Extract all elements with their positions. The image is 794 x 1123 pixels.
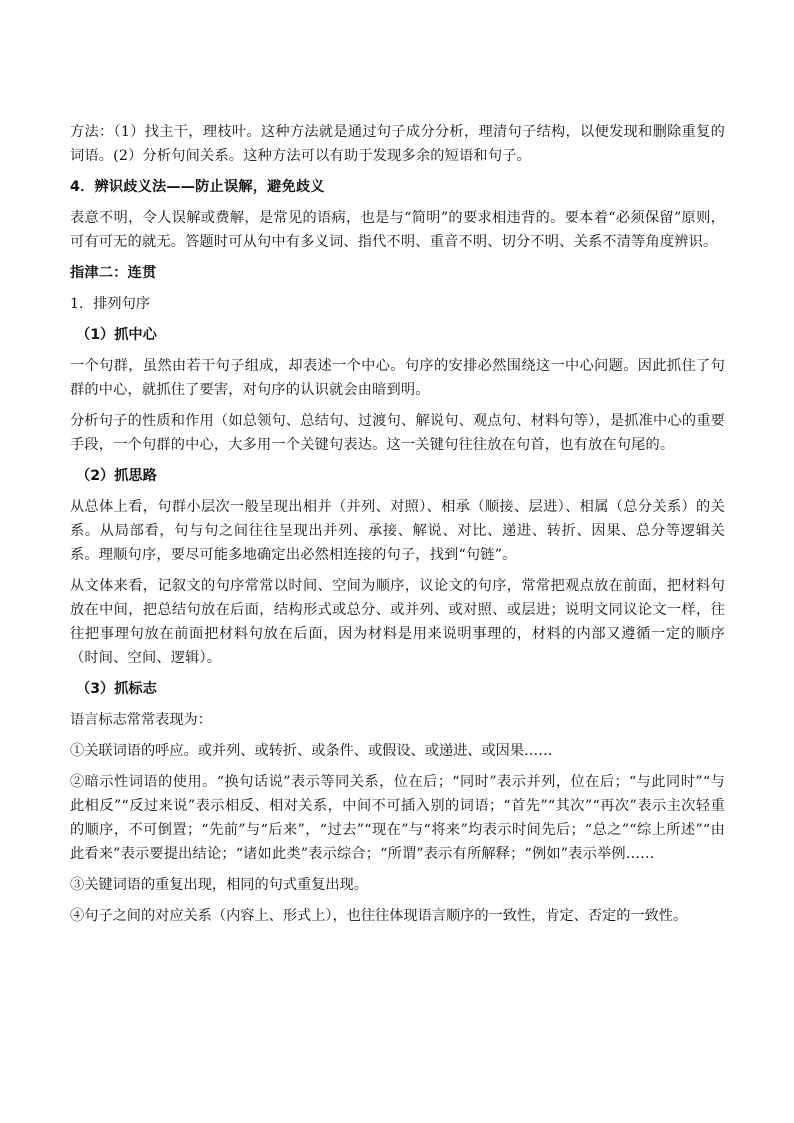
subheading-markers: （3）抓标志 [76, 681, 157, 697]
paragraph-thinking-1: 从总体上看，句群小层次一般呈现出相并（并列、对照）、相承（顺接、层进）、相属（总分关系）的关系。从局部看，句与句之间往往呈现出并列、承接、解说、对比、递进、转折、因果、总分等逻辑关系。理顺句序，要尽可能多地确定出必然相连接的句子，找到“句链”。 [70, 499, 725, 563]
section-sentence-order: 1．排列句序 [70, 296, 150, 312]
list-item-4: ④句子之间的对应关系（内容上、形式上），也往往体现语言顺序的一致性，肯定、否定的一致性。 [70, 908, 688, 924]
subheading-center: （1）抓中心 [76, 327, 157, 343]
document-body [70, 120, 725, 935]
heading-ambiguity: 4．辨识歧义法——防止误解，避免歧义 [70, 179, 325, 195]
list-item-3: ③关键词语的重复出现，相同的句式重复出现。 [70, 877, 368, 893]
heading-coherence: 指津二：连贯 [70, 265, 157, 281]
paragraph-method: 方法：（1）找主干，理枝叶。这种方法就是通过句子成分分析，理清句子结构，以便发现和删除重复的词语。(2）分析句间关系。这种方法可以有助于发现多余的短语和句子。 [70, 124, 725, 164]
paragraph-center-1: 一个句群，虽然由若干句子组成，却表述一个中心。句序的安排必然围绕这一中心问题。因此抓住了句群的中心，就抓住了要害，对句序的认识就会由暗到明。 [70, 358, 725, 398]
paragraph-thinking-2: 从文体来看，记叙文的句序常常以时间、空间为顺序，议论文的句序，常常把观点放在前面，把材料句放在中间，把总结句放在后面，结构形式或总分、或并列、或对照、或层进；说明文同议论文一样，往往把事理句放在前面把材料句放在后面，因为材料是用来说明事理的，材料的内部又遵循一定的顺序（时间、空间、逻辑）。 [70, 578, 725, 666]
list-item-1: ①关联词语的呼应。或并列、或转折、或条件、或假设、或递进、或因果…… [70, 743, 553, 759]
paragraph-ambiguity: 表意不明，令人误解或费解，是常见的语病，也是与“简明”的要求相违背的。要本着“必须保留”原则，可有可无的就无。答题时可从句中有多义词、指代不明、重音不明、切分不明、关系不清等角度辨识。 [70, 210, 725, 250]
paragraph-markers-intro: 语言标志常常表现为： [70, 712, 212, 728]
subheading-thinking: （2）抓思路 [76, 468, 157, 484]
list-item-2: ②暗示性词语的使用。“换句话说”表示等同关系，位在后；“同时”表示并列，位在后；“与此同时”“与此相反”“反过来说”表示相反、相对关系，中间不可插入别的词语；“首先”“其次”“再次”表示主次轻重的顺序，不可倒置；“先前”与“后来”，“过去”“现在”与“将来”均表示时间先后；“总之”“综上所述”“由此看来”表示要提出结论；“诸如此类”表示综合；“所谓”表示有所解释；“例如”表示举例…… [70, 774, 725, 862]
paragraph-center-2: 分析句子的性质和作用（如总领句、总结句、过渡句、解说句、观点句、材料句等），是抓准中心的重要手段，一个句群的中心，大多用一个关键句表达。这一关键句往往放在句首，也有放在句尾的。 [70, 413, 725, 453]
